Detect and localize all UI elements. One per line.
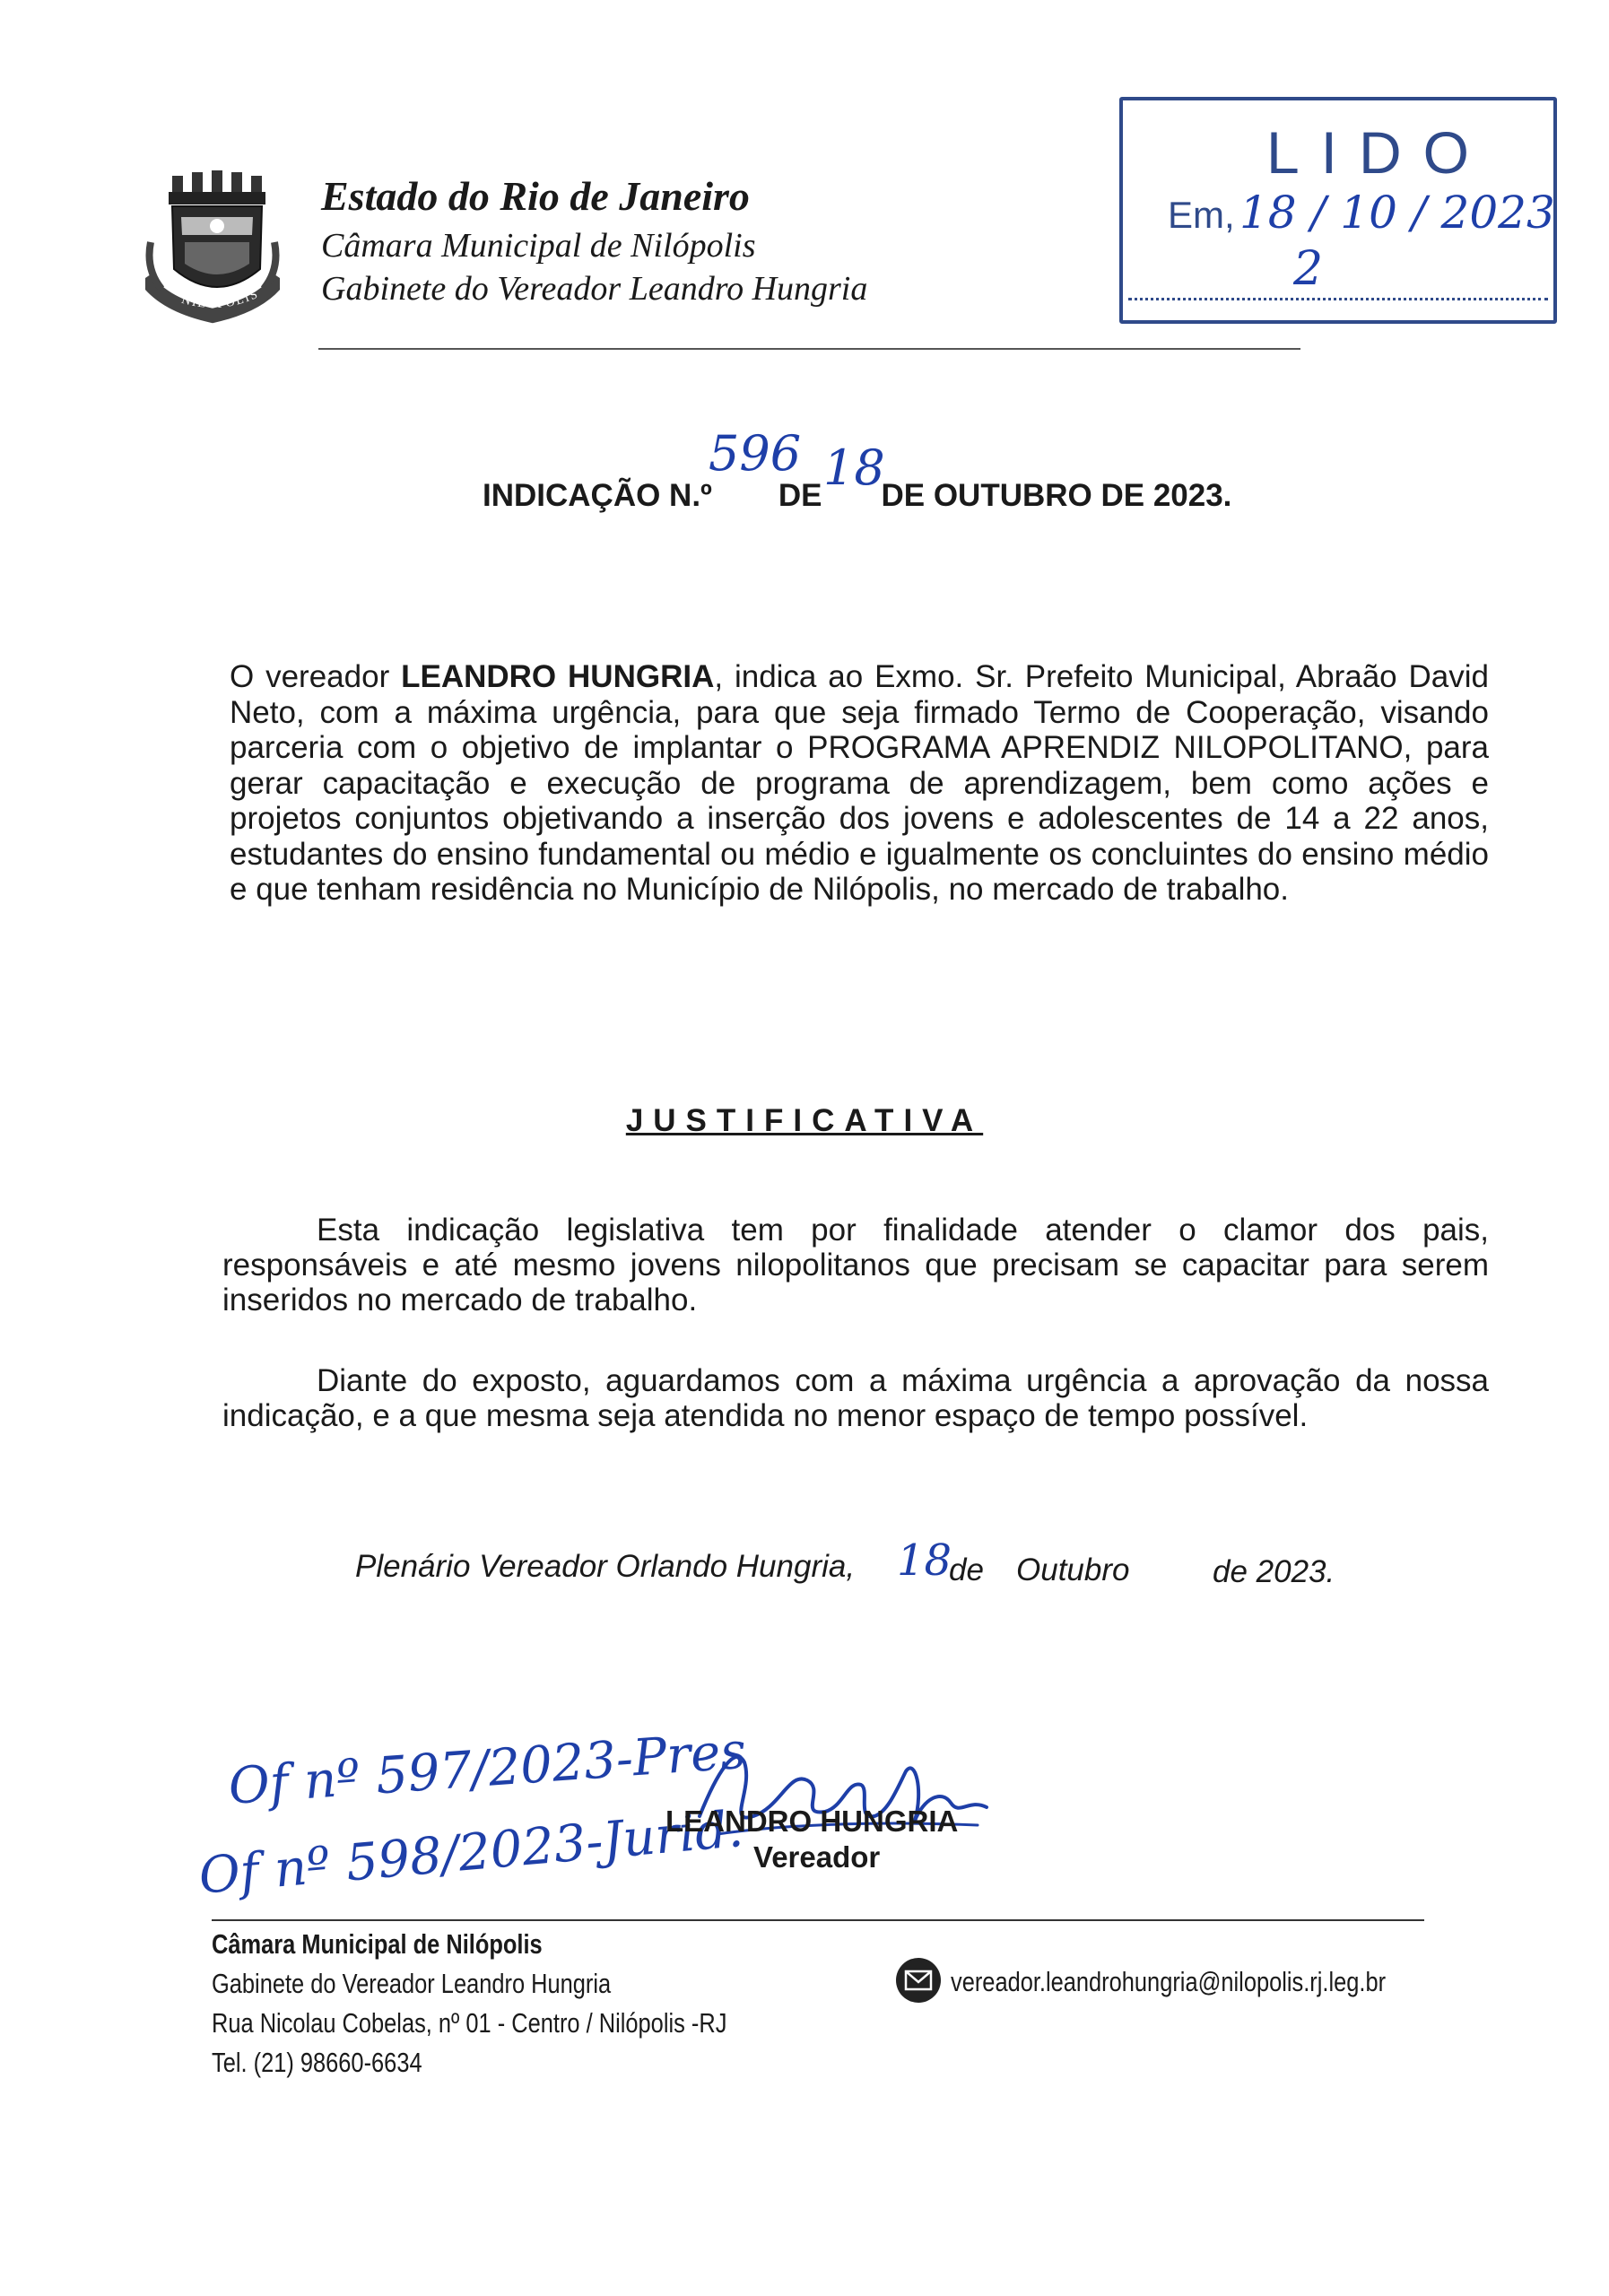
municipal-crest-icon — [145, 170, 280, 327]
closing-de: de — [949, 1552, 984, 1587]
stamp-mark: 2 — [1293, 242, 1324, 296]
p1-rest: , indica ao Exmo. Sr. Prefeito Municipal, Abraão David Neto, com a máxima urgência, para que seja firmado Termo de Cooperação, visando parceria com o objetivo de implantar o PROGRAMA APRENDIZ NILOPOLITANO, para gerar capacitação e execução de programa de aprendizagem, bem como ações e projetos conjuntos objetivando a inserção dos jovens e adolescentes de 14 a 22 anos, estudantes do ensino fundamental ou médio e igualmente os concluintes do ensino médio e que tenham residência no Município de Nilópolis, no mercado de trabalho. — [230, 659, 1489, 907]
footer-address: Rua Nicolau Cobelas, nº 01 - Centro / Nilópolis -RJ — [212, 2007, 727, 2039]
footer-phone: Tel. (21) 98660-6634 — [212, 2047, 422, 2078]
indicacao-day: 18 — [823, 439, 885, 496]
footer-chamber: Câmara Municipal de Nilópolis — [212, 1928, 543, 1960]
closing-month: Outubro — [1016, 1552, 1130, 1587]
state-name: Estado do Rio de Janeiro — [321, 173, 750, 219]
title-prefix: INDICAÇÃO N.º — [483, 478, 712, 513]
footer-email: vereador.leandrohungria@nilopolis.rj.leg.br — [951, 1966, 1387, 1997]
stamp-word: LIDO — [1265, 119, 1492, 186]
closing-place: Plenário Vereador Orlando Hungria, — [355, 1549, 856, 1584]
closing-year: de 2023. — [1213, 1554, 1335, 1589]
footer-rule — [212, 1919, 1424, 1921]
envelope-icon — [895, 1957, 942, 2004]
councilor-name: LEANDRO HUNGRIA — [401, 659, 715, 694]
indicacao-number: 596 — [709, 425, 802, 482]
signatory-name: LEANDRO HUNGRIA — [665, 1805, 959, 1838]
p1-start: O vereador — [230, 659, 402, 694]
lido-stamp — [1119, 97, 1557, 324]
stamp-dotted-line — [1128, 298, 1548, 300]
justificativa-heading: JUSTIFICATIVA — [625, 1103, 984, 1138]
office-annotation-2: Of nº 598/2023-Jurid. — [196, 1800, 746, 1906]
office-name: Gabinete do Vereador Leandro Hungria — [321, 270, 868, 308]
stamp-date: 18 / 10 / 2023 — [1239, 187, 1555, 239]
justification-paragraph: Esta indicação legislativa tem por finalidade atender o clamor dos pais, responsáveis e até mesmo jovens nilopolitanos que precisam se capacitar para serem inseridos no mercado de trabalho. — [222, 1213, 1489, 1318]
title-suffix: DE OUTUBRO DE 2023. — [881, 478, 1232, 513]
office-annotation-1: Of nº 597/2023-Pres — [226, 1721, 749, 1816]
stamp-em-label: Em, — [1168, 194, 1235, 236]
title-de: DE — [778, 478, 822, 513]
chamber-name: Câmara Municipal de Nilópolis — [321, 227, 756, 265]
closing-day: 18 — [897, 1535, 952, 1586]
closing-paragraph: Diante do exposto, aguardamos com a máxima urgência a aprovação da nossa indicação, e a que mesma seja atendida no menor espaço de tempo possível. — [222, 1363, 1489, 1433]
footer-office: Gabinete do Vereador Leandro Hungria — [212, 1968, 612, 1999]
header-rule — [318, 348, 1300, 350]
signatory-role: Vereador — [753, 1840, 881, 1874]
main-paragraph — [230, 659, 1489, 908]
crest-label: NILÓPOLIS — [179, 287, 262, 312]
